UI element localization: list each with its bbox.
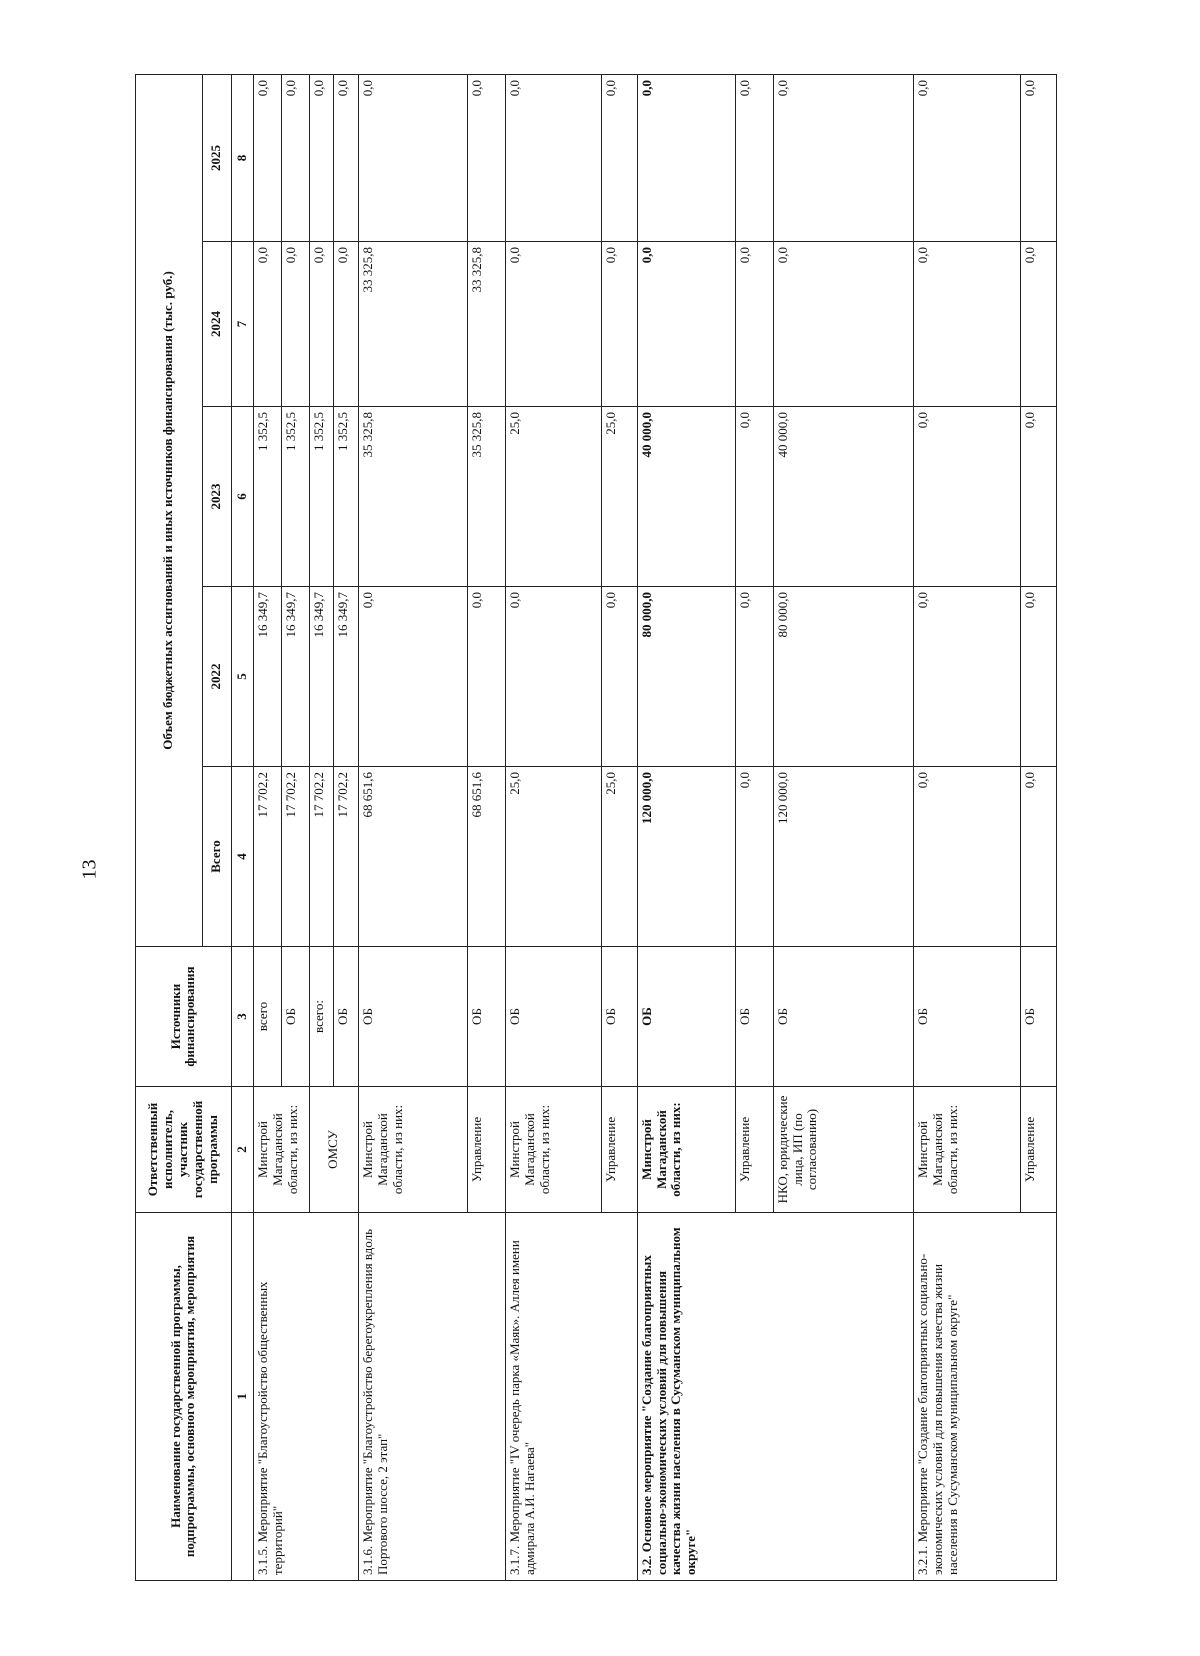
funding-source: ОБ — [358, 947, 467, 1087]
funding-source: ОБ — [334, 947, 359, 1087]
header-year-2025: 2025 — [202, 74, 231, 241]
table-row — [637, 74, 735, 1580]
value-2023: 0,0 — [735, 407, 773, 587]
responsible: Управление — [1021, 1087, 1057, 1213]
page-number: 13 — [78, 859, 101, 880]
col-number: 4 — [231, 767, 253, 947]
value-total: 68 651,6 — [358, 767, 467, 947]
value-2025: 0,0 — [735, 74, 773, 241]
value-2025: 0,0 — [281, 74, 309, 241]
value-2025: 0,0 — [334, 74, 359, 241]
value-2025: 0,0 — [358, 74, 467, 241]
value-2025: 0,0 — [1021, 74, 1057, 241]
value-2022: 0,0 — [735, 587, 773, 767]
funding-source: ОБ — [637, 947, 735, 1087]
responsible: ОМСУ — [309, 1087, 358, 1213]
col-number: 3 — [231, 947, 253, 1087]
value-2023: 1 352,5 — [254, 407, 282, 587]
value-2024: 0,0 — [735, 242, 773, 407]
value-total: 25,0 — [601, 767, 637, 947]
responsible: Управление — [735, 1087, 773, 1213]
value-2022: 0,0 — [505, 587, 601, 767]
responsible: Управление — [601, 1087, 637, 1213]
header-year-2024: 2024 — [202, 242, 231, 407]
value-total: 17 702,2 — [281, 767, 309, 947]
table-row — [914, 74, 1021, 1580]
value-total: 0,0 — [914, 767, 1021, 947]
funding-source: ОБ — [914, 947, 1021, 1087]
responsible: Минстрой Магаданской области, из них: — [254, 1087, 310, 1213]
value-2025: 0,0 — [254, 74, 282, 241]
value-2025: 0,0 — [505, 74, 601, 241]
col-number: 2 — [231, 1087, 253, 1213]
table-row — [505, 74, 601, 1580]
funding-source: ОБ — [773, 947, 914, 1087]
value-2024: 0,0 — [773, 242, 914, 407]
value-2023: 0,0 — [1021, 407, 1057, 587]
value-2024: 0,0 — [254, 242, 282, 407]
value-2022: 16 349,7 — [254, 587, 282, 767]
value-total: 0,0 — [1021, 767, 1057, 947]
col-number: 1 — [231, 1213, 253, 1581]
value-2024: 0,0 — [601, 242, 637, 407]
col-number: 5 — [231, 587, 253, 767]
value-2022: 16 349,7 — [281, 587, 309, 767]
value-2024: 33 325,8 — [358, 242, 467, 407]
value-2024: 0,0 — [505, 242, 601, 407]
funding-source: ОБ — [468, 947, 506, 1087]
funding-source: ОБ — [505, 947, 601, 1087]
value-2022: 0,0 — [914, 587, 1021, 767]
activity-name: 3.1.5. Мероприятие "Благоустройство общественных территорий" — [254, 1213, 359, 1581]
value-total: 120 000,0 — [773, 767, 914, 947]
value-2025: 0,0 — [773, 74, 914, 241]
value-2023: 1 352,5 — [334, 407, 359, 587]
value-2023: 25,0 — [505, 407, 601, 587]
budget-table — [135, 74, 1057, 1581]
value-2024: 33 325,8 — [468, 242, 506, 407]
activity-name: 3.2. Основное мероприятие "Создание благоприятных социально-экономических условий для повышения качества жизни населения в Сусуманском муниципальном округе" — [637, 1213, 914, 1581]
header-year-2022: 2022 — [202, 587, 231, 767]
value-2022: 80 000,0 — [773, 587, 914, 767]
responsible: Минстрой Магаданской области, из них: — [637, 1087, 735, 1213]
header-name: Наименование государственной программы, подпрограммы, основного мероприятия, мероприятия — [136, 1213, 232, 1581]
value-2023: 40 000,0 — [773, 407, 914, 587]
responsible: Минстрой Магаданской области, из них: — [914, 1087, 1021, 1213]
value-2023: 40 000,0 — [637, 407, 735, 587]
col-number: 6 — [231, 407, 253, 587]
funding-source: ОБ — [281, 947, 309, 1087]
value-2022: 0,0 — [468, 587, 506, 767]
value-2023: 1 352,5 — [281, 407, 309, 587]
value-total: 25,0 — [505, 767, 601, 947]
rotated-table-wrapper — [135, 75, 1057, 1581]
value-2023: 25,0 — [601, 407, 637, 587]
value-2025: 0,0 — [309, 74, 334, 241]
value-2023: 0,0 — [914, 407, 1021, 587]
activity-name: 3.2.1. Мероприятие "Создание благоприятных социально-экономических условий для повышения качества жизни населения в Сусуманском муниципальном округе" — [914, 1213, 1057, 1581]
value-2024: 0,0 — [914, 242, 1021, 407]
value-2022: 16 349,7 — [334, 587, 359, 767]
value-2025: 0,0 — [468, 74, 506, 241]
header-responsible: Ответственный исполнитель, участник государственной программы — [136, 1087, 232, 1213]
value-2024: 0,0 — [281, 242, 309, 407]
value-2022: 0,0 — [358, 587, 467, 767]
value-total: 68 651,6 — [468, 767, 506, 947]
value-2022: 0,0 — [601, 587, 637, 767]
value-2022: 0,0 — [1021, 587, 1057, 767]
value-2023: 35 325,8 — [358, 407, 467, 587]
value-2022: 80 000,0 — [637, 587, 735, 767]
header-total: Всего — [202, 767, 231, 947]
responsible: Управление — [468, 1087, 506, 1213]
funding-source: всего — [254, 947, 282, 1087]
value-total: 17 702,2 — [254, 767, 282, 947]
col-number: 8 — [231, 74, 253, 241]
table-row — [358, 74, 467, 1580]
value-total: 120 000,0 — [637, 767, 735, 947]
responsible: Минстрой Магаданской области, из них: — [358, 1087, 467, 1213]
funding-source: всего: — [309, 947, 334, 1087]
activity-name: 3.1.7. Мероприятие "IV очередь парка «Маяк». Аллея имени адмирала А.И. Нагаева" — [505, 1213, 637, 1581]
value-2025: 0,0 — [601, 74, 637, 241]
responsible: НКО, юридические лица, ИП (по согласованию) — [773, 1087, 914, 1213]
value-2025: 0,0 — [914, 74, 1021, 241]
value-2024: 0,0 — [334, 242, 359, 407]
activity-name: 3.1.6. Мероприятие "Благоустройство берегоукрепления вдоль Портового шоссе, 2 этап" — [358, 1213, 505, 1581]
header-year-2023: 2023 — [202, 407, 231, 587]
value-2025: 0,0 — [637, 74, 735, 241]
value-2024: 0,0 — [637, 242, 735, 407]
value-2024: 0,0 — [309, 242, 334, 407]
table-row — [254, 74, 282, 1580]
value-2023: 35 325,8 — [468, 407, 506, 587]
value-total: 17 702,2 — [334, 767, 359, 947]
value-2024: 0,0 — [1021, 242, 1057, 407]
responsible: Минстрой Магаданской области, из них: — [505, 1087, 601, 1213]
header-funding-group: Объем бюджетных ассигнований и иных источников финансирования (тыс. руб.) — [136, 74, 203, 946]
col-number: 7 — [231, 242, 253, 407]
value-2023: 1 352,5 — [309, 407, 334, 587]
funding-source: ОБ — [601, 947, 637, 1087]
funding-source: ОБ — [1021, 947, 1057, 1087]
value-total: 17 702,2 — [309, 767, 334, 947]
funding-source: ОБ — [735, 947, 773, 1087]
header-source: Источники финансирования — [136, 947, 232, 1087]
value-2022: 16 349,7 — [309, 587, 334, 767]
value-total: 0,0 — [735, 767, 773, 947]
